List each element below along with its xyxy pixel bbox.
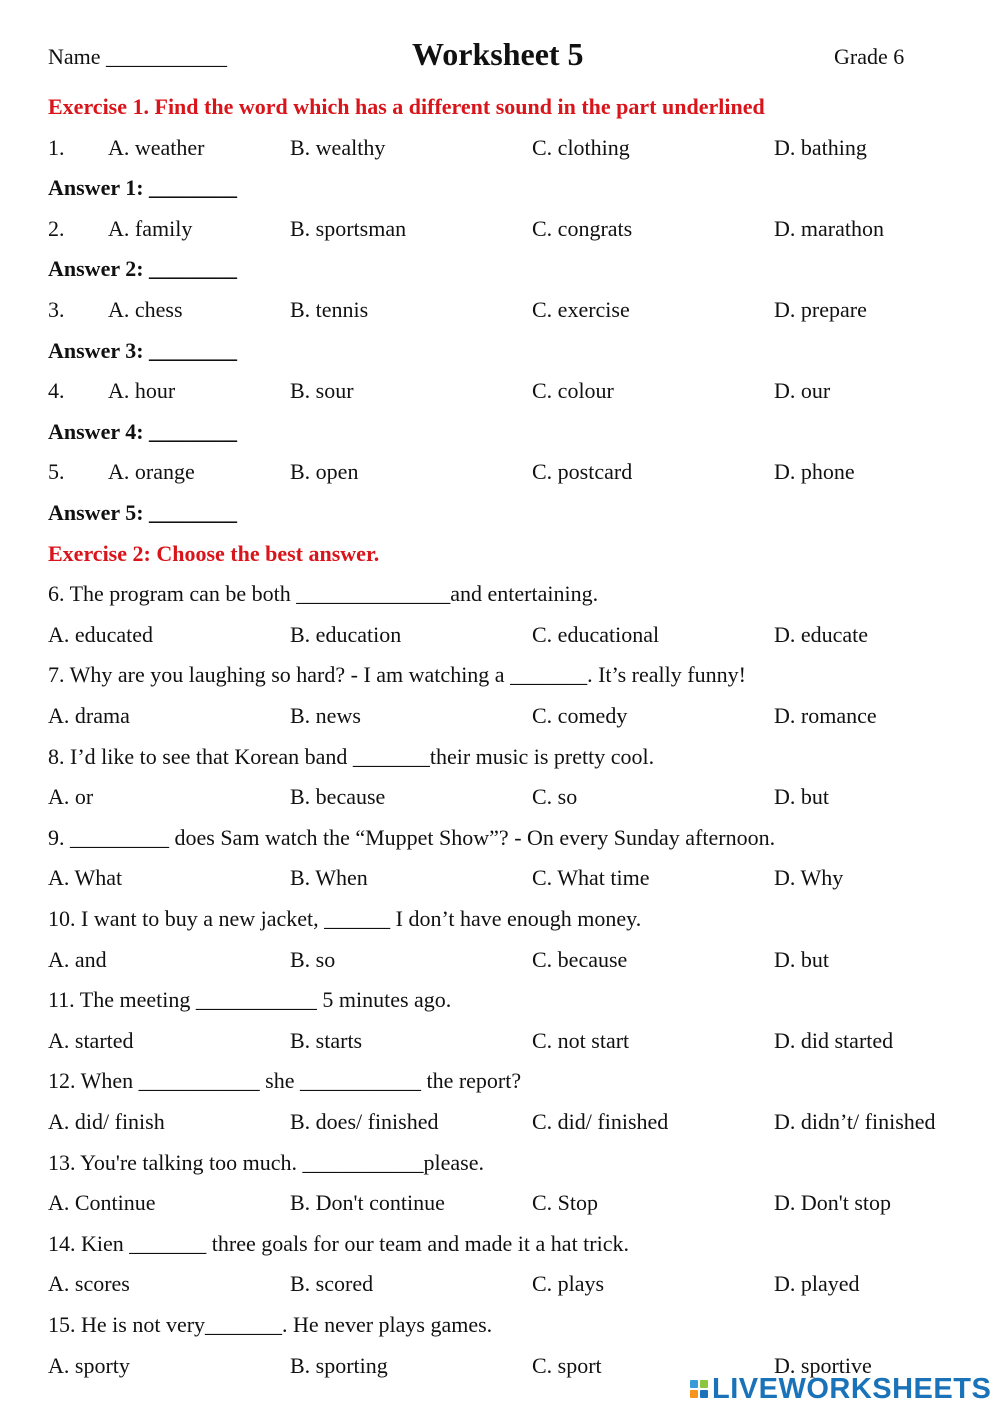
question-text: 9. _________ does Sam watch the “Muppet Show”? - On every Sunday afternoon. — [48, 824, 776, 850]
option-a: A. started — [48, 1027, 134, 1053]
option-d: D. phone — [774, 459, 855, 485]
option-c: C. postcard — [532, 459, 633, 485]
question-text: 10. I want to buy a new jacket, ______ I don’t have enough money. — [48, 906, 642, 931]
option-d: D. Why — [774, 865, 844, 891]
answer-line: Answer 1: ________ — [48, 175, 238, 201]
option-a: A. and — [48, 946, 107, 972]
question-number: 4. — [48, 378, 65, 404]
option-b: B. wealthy — [290, 134, 386, 160]
option-d: D. our — [774, 378, 831, 404]
option-d: D. sportive — [774, 1352, 872, 1378]
option-c: C. comedy — [532, 703, 628, 728]
option-b: B. open — [290, 459, 359, 485]
option-d: D. but — [774, 784, 829, 810]
option-b: B. scored — [290, 1271, 374, 1297]
exercise-2-title: Exercise 2: Choose the best answer. — [48, 540, 380, 566]
option-d: D. Don't stop — [774, 1190, 892, 1216]
option-b: B. news — [290, 703, 361, 728]
option-a: A. orange — [108, 459, 195, 485]
option-b: B. sour — [290, 378, 354, 404]
option-b: B. education — [290, 621, 402, 647]
grade-label: Grade 6 — [834, 44, 905, 69]
option-a: A. scores — [48, 1271, 130, 1297]
question-number: 2. — [48, 215, 65, 241]
answer-line: Answer 4: ________ — [48, 418, 238, 444]
option-c: C. What time — [532, 865, 650, 891]
option-b: B. tennis — [290, 297, 369, 322]
page-title: Worksheet 5 — [412, 36, 584, 72]
option-c: C. because — [532, 946, 628, 972]
liveworksheets-logo-icon — [690, 1380, 708, 1398]
option-a: A. did/ finish — [48, 1109, 165, 1134]
option-a: A. What — [48, 865, 123, 891]
answer-line: Answer 5: ________ — [48, 500, 238, 525]
option-a: A. chess — [108, 297, 183, 322]
liveworksheets-watermark — [690, 1374, 991, 1404]
option-a: A. educated — [48, 621, 154, 647]
question-number: 1. — [48, 134, 65, 160]
question-text: 8. I’d like to see that Korean band _______their music is pretty cool. — [48, 743, 655, 769]
option-c: C. educational — [532, 621, 660, 647]
option-c: C. sport — [532, 1352, 602, 1378]
option-c: C. colour — [532, 378, 614, 404]
option-c: C. Stop — [532, 1190, 599, 1216]
option-c: C. so — [532, 784, 578, 810]
question-text: 15. He is not very_______. He never plays games. — [48, 1312, 493, 1337]
name-field: Name ___________ — [48, 44, 228, 69]
option-a: A. sporty — [48, 1352, 130, 1378]
option-c: C. not start — [532, 1027, 630, 1053]
option-b: B. When — [290, 865, 368, 891]
watermark-text: LIVEWORKSHEETS — [712, 1372, 992, 1405]
option-b: B. sportsman — [290, 215, 407, 241]
option-b: B. because — [290, 784, 386, 810]
option-d: D. did started — [774, 1027, 894, 1053]
option-d: D. educate — [774, 621, 869, 647]
option-d: D. didn’t/ finished — [774, 1109, 936, 1134]
option-d: D. romance — [774, 703, 877, 728]
option-a: A. drama — [48, 703, 130, 728]
option-c: C. did/ finished — [532, 1109, 669, 1134]
option-b: B. starts — [290, 1027, 363, 1053]
option-c: C. clothing — [532, 134, 630, 160]
question-text: 11. The meeting ___________ 5 minutes ago. — [48, 987, 452, 1013]
option-a: A. Continue — [48, 1190, 156, 1216]
option-d: D. marathon — [774, 215, 884, 241]
option-a: A. or — [48, 784, 94, 810]
question-text: 6. The program can be both ______________and entertaining. — [48, 581, 599, 607]
option-b: B. Don't continue — [290, 1190, 445, 1216]
option-b: B. so — [290, 946, 336, 972]
question-number: 5. — [48, 459, 65, 485]
answer-line: Answer 2: ________ — [48, 256, 238, 282]
exercise-1-title: Exercise 1. Find the word which has a different sound in the part underlined — [48, 94, 765, 119]
option-b: B. sporting — [290, 1352, 388, 1378]
option-c: C. exercise — [532, 297, 630, 322]
option-b: B. does/ finished — [290, 1109, 439, 1134]
option-a: A. weather — [108, 134, 205, 160]
option-d: D. but — [774, 946, 829, 972]
option-a: A. family — [108, 215, 193, 241]
question-text: 12. When ___________ she ___________ the report? — [48, 1068, 522, 1094]
question-text: 7. Why are you laughing so hard? - I am watching a _______. It’s really funny! — [48, 662, 746, 688]
option-d: D. prepare — [774, 297, 867, 322]
option-d: D. bathing — [774, 134, 867, 160]
option-d: D. played — [774, 1271, 860, 1297]
worksheet-header — [48, 36, 928, 80]
option-c: C. congrats — [532, 215, 633, 241]
option-c: C. plays — [532, 1271, 605, 1297]
question-text: 14. Kien _______ three goals for our team and made it a hat trick. — [48, 1230, 629, 1256]
question-number: 3. — [48, 297, 65, 322]
answer-line: Answer 3: ________ — [48, 337, 238, 363]
question-text: 13. You're talking too much. ___________please. — [48, 1149, 484, 1175]
option-a: A. hour — [108, 378, 176, 404]
